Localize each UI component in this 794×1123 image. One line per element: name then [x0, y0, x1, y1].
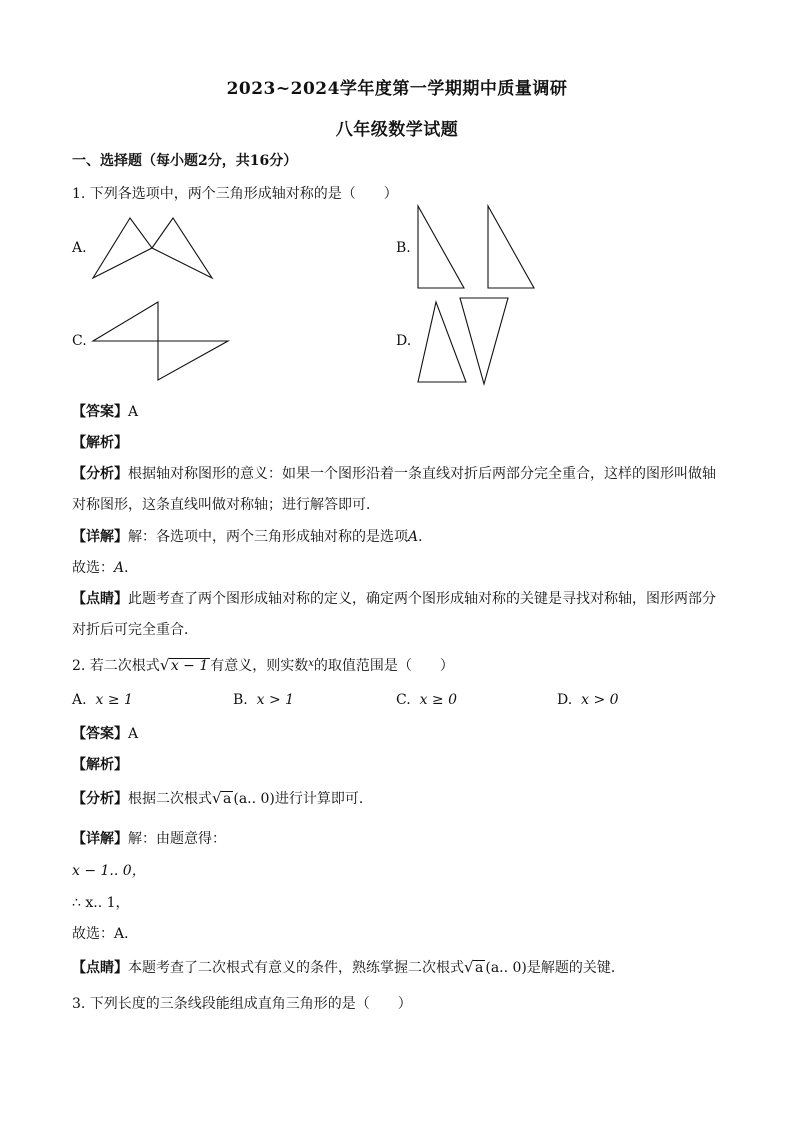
- q2-analysis-tag: [72, 754, 128, 774]
- q2-step1: x − 1.. 0，: [72, 863, 146, 879]
- q1-choose-end: ．: [124, 560, 139, 576]
- q1-option-d-label: D.: [396, 333, 412, 349]
- q2-option-b-label: B.: [233, 692, 248, 708]
- q1-dianjing-text1: 此题考查了两个图形成轴对称的定义，确定两个图形成轴对称的关键是寻找对称轴，图形两部分: [128, 591, 716, 607]
- sqrt-radical-icon: √: [159, 656, 170, 674]
- q2-stem-pre: 2. 若二次根式: [72, 658, 160, 674]
- q1-b-triangle-left: [418, 206, 464, 288]
- q1-fenxi-text1: 根据轴对称图形的意义：如果一个图形沿着一条直线对折后两部分完全重合，这样的图形叫做轴: [128, 466, 716, 482]
- q1-option-d-figure: [414, 296, 514, 386]
- exam-subtitle: 八年级数学试题: [335, 120, 459, 140]
- section-heading: 一、选择题（每小题2分，共16分）: [72, 153, 298, 169]
- q2-stem-var: x: [308, 658, 314, 669]
- q1-dianjing-line1: [72, 588, 716, 608]
- q1-b-triangle-right: [488, 206, 534, 288]
- q1-dianjing-line2: 对折后可完全重合．: [72, 622, 198, 638]
- q2-option-a-text: x ≥ 1: [95, 692, 133, 708]
- sqrt-radical-icon: √: [464, 958, 474, 976]
- q2-option-b-text: x > 1: [256, 692, 295, 708]
- q1-choose-var: A: [114, 560, 125, 576]
- q2-answer: [72, 723, 138, 743]
- q2-fenxi: [72, 788, 373, 808]
- q1-choose-text: 故选：: [72, 560, 114, 576]
- q1-detail-text: 解：各选项中，两个三角形成轴对称的是选项: [128, 529, 408, 545]
- q1-option-a-figure: [90, 212, 220, 297]
- exam-title: 2023~2024学年度第一学期期中质量调研: [226, 79, 568, 99]
- q2-analysis-label: 【解析】: [72, 757, 128, 773]
- q2-fenxi-sqrt: [212, 791, 233, 807]
- q2-dianjing-post: 是解题的关键．: [526, 960, 625, 976]
- q1-fenxi-line2: 对称图形，这条直线叫做对称轴；进行解答即可．: [72, 497, 380, 513]
- q1-option-b-label: B.: [396, 240, 411, 256]
- q2-detail-text: 解：由题意得：: [128, 831, 226, 847]
- q1-detail-var: A: [408, 529, 419, 545]
- q1-c-triangle-upper: [93, 302, 158, 341]
- q1-answer-value: A: [128, 404, 139, 420]
- q1-a-triangle-left: [93, 218, 152, 278]
- q1-answer: [72, 401, 138, 421]
- q1-fenxi-line1: [72, 463, 716, 483]
- q1-option-c-figure: [90, 298, 235, 383]
- q1-analysis-label: 【解析】: [72, 435, 128, 451]
- sqrt-radical-icon: √: [212, 789, 222, 807]
- q2-stem-mid: 有意义，则实数: [210, 658, 309, 674]
- q2-option-c-label: C.: [396, 692, 411, 708]
- q2-step2: ∴ x.. 1，: [72, 895, 130, 911]
- q2-detail: [72, 828, 226, 848]
- q2-option-d-text: x > 0: [581, 692, 619, 708]
- q1-d-triangle-left: [418, 302, 466, 382]
- q1-fenxi-tag: 【分析】: [72, 466, 128, 482]
- q1-a-triangle-right: [152, 218, 212, 278]
- q1-option-b-figure: [414, 204, 544, 294]
- q1-answer-tag: 【答案】: [72, 404, 128, 420]
- q1-dianjing-tag: 【点睛】: [72, 591, 128, 607]
- q2-detail-tag: 【详解】: [72, 831, 128, 847]
- q2-option-c-text: x ≥ 0: [419, 692, 458, 708]
- q1-option-c-label: C.: [72, 333, 87, 349]
- q2-fenxi-post: 进行计算即可．: [274, 791, 373, 807]
- q2-choose: 故选：A．: [72, 926, 139, 942]
- q2-option-a-label: A.: [72, 692, 87, 708]
- q2-dianjing-radicand: a: [475, 960, 484, 976]
- q1-d-triangle-right: [460, 298, 508, 384]
- q2-option-c: [396, 692, 457, 708]
- q2-answer-value: A: [128, 726, 139, 742]
- q2-option-d: [557, 692, 619, 708]
- q3-stem: 3. 下列长度的三条线段能组成直角三角形的是（ ）: [72, 996, 412, 1012]
- q1-choose: [72, 557, 138, 577]
- q2-stem-radicand: x − 1: [170, 658, 209, 674]
- q2-option-d-label: D.: [557, 692, 573, 708]
- q2-stem-post: 的取值范围是（ ）: [313, 658, 454, 674]
- q2-stem-sqrt: [160, 658, 210, 674]
- q1-c-triangle-lower: [158, 341, 228, 380]
- q1-stem: 1. 下列各选项中，两个三角形成轴对称的是（ ）: [72, 186, 398, 202]
- q1-detail-tag: 【详解】: [72, 529, 128, 545]
- q2-fenxi-tag: 【分析】: [72, 791, 128, 807]
- q2-dianjing-tag: 【点睛】: [72, 960, 128, 976]
- q1-detail: [72, 526, 432, 546]
- q2-stem: [72, 655, 454, 675]
- q2-fenxi-radicand: a: [223, 791, 232, 807]
- q2-dianjing-cond: (a.. 0): [485, 960, 527, 976]
- q1-detail-end: ．: [418, 529, 433, 545]
- q1-analysis-tag: [72, 432, 128, 452]
- q2-dianjing-pre: 本题考查了二次根式有意义的条件，熟练掌握二次根式: [128, 960, 464, 976]
- q2-answer-tag: 【答案】: [72, 726, 128, 742]
- q2-dianjing: [72, 957, 625, 977]
- q2-option-a: [72, 692, 133, 708]
- q2-fenxi-cond: (a.. 0): [233, 791, 275, 807]
- q1-option-a-label: A.: [72, 240, 87, 256]
- q2-option-b: [233, 692, 294, 708]
- q2-dianjing-sqrt: [464, 960, 485, 976]
- q2-fenxi-pre: 根据二次根式: [128, 791, 212, 807]
